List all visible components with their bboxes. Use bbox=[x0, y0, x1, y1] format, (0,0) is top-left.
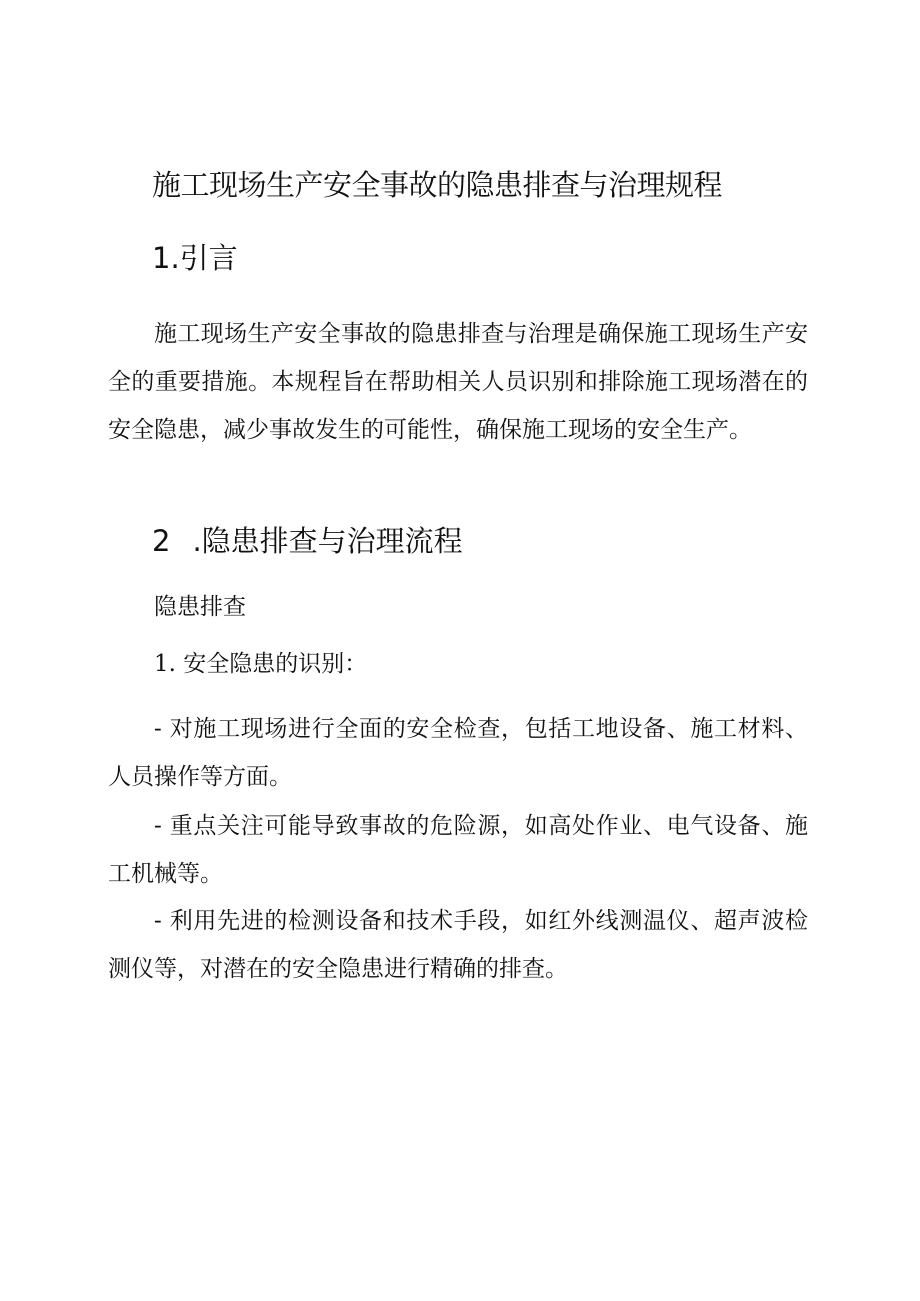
section-2-heading bbox=[152, 519, 463, 560]
item-title-identification: 1. 安全隐患的识别： bbox=[154, 651, 368, 677]
bullet-item-3: - 利用先进的检测设备和技术手段，如红外线测温仪、超声波检测仪等，对潜在的安全隐患进行精确的排查。 bbox=[108, 908, 808, 982]
section-2-heading-text: .隐患排查与治理流程 bbox=[192, 524, 463, 558]
bullet-item-1: - 对施工现场进行全面的安全检查，包括工地设备、施工材料、人员操作等方面。 bbox=[108, 716, 808, 790]
section-1-heading: 1.引言 bbox=[152, 241, 238, 275]
subheading-hazard-inspection: 隐患排查 bbox=[154, 594, 246, 620]
section-2-number: 2 bbox=[152, 524, 171, 558]
section-1-paragraph: 施工现场生产安全事故的隐患排查与治理是确保施工现场生产安全的重要措施。本规程旨在帮助相关人员识别和排除施工现场潜在的安全隐患，减少事故发生的可能性，确保施工现场的安全生产。 bbox=[108, 321, 808, 443]
document-title: 施工现场生产安全事故的隐患排查与治理规程 bbox=[152, 168, 723, 202]
bullet-item-2: - 重点关注可能导致事故的危险源，如高处作业、电气设备、施工机械等。 bbox=[108, 813, 808, 887]
